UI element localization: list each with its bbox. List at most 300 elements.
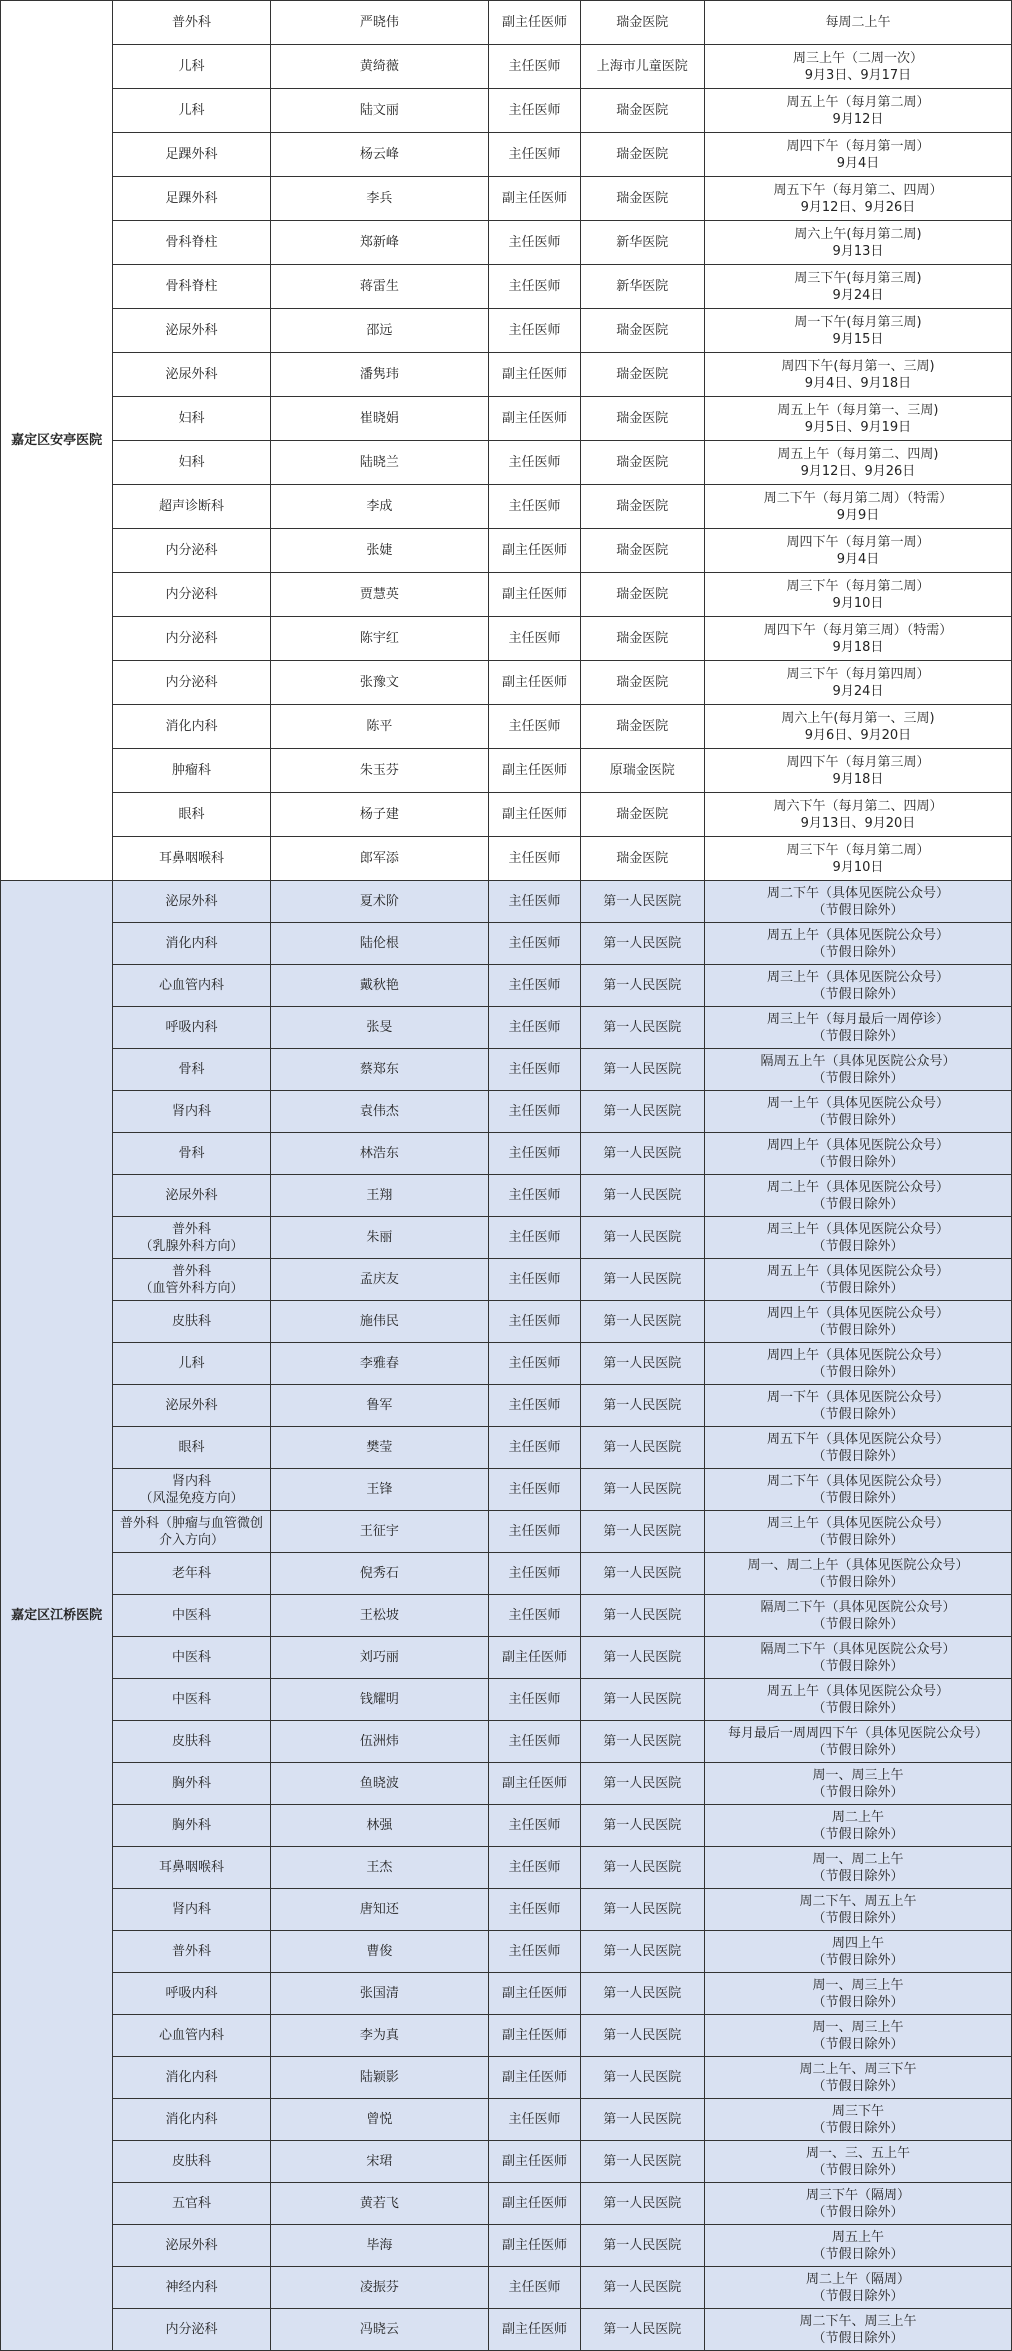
text-line: （节假日除外） xyxy=(812,1028,904,1044)
origin-hospital-cell: 第一人民医院 xyxy=(580,1175,704,1217)
text-line: 9月12日、9月26日 xyxy=(800,199,916,215)
department-cell xyxy=(113,2225,270,2267)
origin-hospital-cell: 瑞金医院 xyxy=(580,441,704,485)
text-line: 中医科 xyxy=(171,1608,211,1623)
text-line: 儿科 xyxy=(178,103,205,118)
origin-hospital-cell: 瑞金医院 xyxy=(580,617,704,661)
text-line: 周二下午、周五上午 xyxy=(799,1893,917,1909)
text-line: 儿科 xyxy=(178,59,205,74)
department-cell xyxy=(113,353,270,397)
doctor-name-cell: 蔡郑东 xyxy=(270,1049,489,1091)
text-line: 周一下午（具体见医院公众号） xyxy=(766,1389,949,1405)
origin-hospital-cell: 第一人民医院 xyxy=(580,2309,704,2351)
origin-hospital-cell: 第一人民医院 xyxy=(580,1889,704,1931)
text-line: 周五下午（具体见医院公众号） xyxy=(766,1431,949,1447)
text-line: 足踝外科 xyxy=(165,191,218,206)
clinic-time-cell xyxy=(704,837,1011,881)
doctor-name-cell: 王锋 xyxy=(270,1469,489,1511)
text-line: （节假日除外） xyxy=(812,902,904,918)
doctor-name-cell: 宋珺 xyxy=(270,2141,489,2183)
origin-hospital-cell: 瑞金医院 xyxy=(580,1,704,45)
text-line: 耳鼻咽喉科 xyxy=(158,851,224,866)
text-line: 普外科 xyxy=(171,1944,211,1959)
clinic-time-cell xyxy=(704,1595,1011,1637)
clinic-time-cell xyxy=(704,309,1011,353)
clinic-time-cell xyxy=(704,2015,1011,2057)
text-line: 骨科 xyxy=(178,1146,205,1161)
doctor-title-cell: 副主任医师 xyxy=(489,1973,580,2015)
clinic-time-cell xyxy=(704,1049,1011,1091)
clinic-time-cell xyxy=(704,1805,1011,1847)
table-row xyxy=(1,1889,1012,1931)
doctor-name-cell: 陆文丽 xyxy=(270,89,489,133)
text-line: 周六上午(每月第一、三周) xyxy=(781,710,935,726)
doctor-title-cell: 副主任医师 xyxy=(489,2183,580,2225)
text-line: 9月10日 xyxy=(832,595,884,611)
clinic-time-cell xyxy=(704,661,1011,705)
text-line: （节假日除外） xyxy=(812,1364,904,1380)
doctor-name-cell: 张国清 xyxy=(270,1973,489,2015)
text-line: 9月13日 xyxy=(832,243,884,259)
doctor-title-cell: 副主任医师 xyxy=(489,2225,580,2267)
doctor-name-cell: 贾慧英 xyxy=(270,573,489,617)
text-line: 周三下午（每月第二周） xyxy=(786,842,930,858)
clinic-time-cell xyxy=(704,749,1011,793)
text-line: 泌尿外科 xyxy=(165,323,218,338)
table-row xyxy=(1,1259,1012,1301)
table-row xyxy=(1,793,1012,837)
origin-hospital-cell: 瑞金医院 xyxy=(580,661,704,705)
origin-hospital-cell: 第一人民医院 xyxy=(580,1133,704,1175)
doctor-title-cell: 主任医师 xyxy=(489,2267,580,2309)
origin-hospital-cell: 第一人民医院 xyxy=(580,1595,704,1637)
clinic-time-cell xyxy=(704,2099,1011,2141)
doctor-name-cell: 唐知还 xyxy=(270,1889,489,1931)
text-line: 肾内科 xyxy=(171,1902,211,1917)
text-line: （节假日除外） xyxy=(812,986,904,1002)
doctor-title-cell: 主任医师 xyxy=(489,1553,580,1595)
text-line: 周一、周三上午 xyxy=(812,2019,904,2035)
department-cell xyxy=(113,923,270,965)
department-cell xyxy=(113,1343,270,1385)
text-line: 周六上午(每月第二周) xyxy=(794,226,922,242)
doctor-name-cell: 林浩东 xyxy=(270,1133,489,1175)
text-line: （节假日除外） xyxy=(812,2078,904,2094)
clinic-time-cell xyxy=(704,1175,1011,1217)
origin-hospital-cell: 第一人民医院 xyxy=(580,1679,704,1721)
table-row xyxy=(1,1679,1012,1721)
department-cell xyxy=(113,2309,270,2351)
doctor-name-cell: 朱丽 xyxy=(270,1217,489,1259)
text-line: 9月9日 xyxy=(836,507,880,523)
department-cell xyxy=(113,2141,270,2183)
doctor-title-cell: 副主任医师 xyxy=(489,573,580,617)
table-row xyxy=(1,309,1012,353)
text-line: （节假日除外） xyxy=(812,1196,904,1212)
doctor-name-cell: 孟庆友 xyxy=(270,1259,489,1301)
doctor-title-cell: 主任医师 xyxy=(489,1343,580,1385)
text-line: 内分泌科 xyxy=(165,587,218,602)
department-cell xyxy=(113,1679,270,1721)
doctor-title-cell: 主任医师 xyxy=(489,1679,580,1721)
table-row xyxy=(1,1427,1012,1469)
text-line: 9月12日 xyxy=(832,111,884,127)
doctor-title-cell: 主任医师 xyxy=(489,881,580,923)
clinic-time-cell xyxy=(704,45,1011,89)
origin-hospital-cell: 瑞金医院 xyxy=(580,89,704,133)
doctor-title-cell: 副主任医师 xyxy=(489,1637,580,1679)
doctor-name-cell: 毕海 xyxy=(270,2225,489,2267)
text-line: 肾内科 xyxy=(171,1104,211,1119)
text-line: 泌尿外科 xyxy=(165,1188,218,1203)
doctor-name-cell: 王征宇 xyxy=(270,1511,489,1553)
department-cell xyxy=(113,1217,270,1259)
origin-hospital-cell: 瑞金医院 xyxy=(580,309,704,353)
text-line: 周二上午 xyxy=(831,1809,884,1825)
table-row xyxy=(1,1721,1012,1763)
text-line: 皮肤科 xyxy=(171,2154,211,2169)
text-line: （节假日除外） xyxy=(812,1448,904,1464)
clinic-time-cell xyxy=(704,1679,1011,1721)
text-line: 周一、周三上午 xyxy=(812,1767,904,1783)
doctor-title-cell: 主任医师 xyxy=(489,1217,580,1259)
text-line: （节假日除外） xyxy=(812,1952,904,1968)
text-line: 周二上午（隔周） xyxy=(805,2271,910,2287)
text-line: 内分泌科 xyxy=(165,675,218,690)
department-cell xyxy=(113,573,270,617)
department-cell xyxy=(113,45,270,89)
doctor-name-cell: 张豫文 xyxy=(270,661,489,705)
table-row xyxy=(1,2141,1012,2183)
table-row xyxy=(1,881,1012,923)
department-cell xyxy=(113,2267,270,2309)
origin-hospital-cell: 第一人民医院 xyxy=(580,1385,704,1427)
clinic-time-cell xyxy=(704,2141,1011,2183)
table-row xyxy=(1,441,1012,485)
origin-hospital-cell: 第一人民医院 xyxy=(580,881,704,923)
doctor-title-cell: 副主任医师 xyxy=(489,2015,580,2057)
clinic-time-cell xyxy=(704,1385,1011,1427)
text-line: 儿科 xyxy=(178,1356,205,1371)
origin-hospital-cell: 第一人民医院 xyxy=(580,2057,704,2099)
text-line: 周四下午（每月第三周） xyxy=(786,754,930,770)
clinic-time-cell xyxy=(704,1343,1011,1385)
text-line: 消化内科 xyxy=(165,2112,218,2127)
text-line: 周二下午（具体见医院公众号） xyxy=(766,885,949,901)
clinic-time-cell xyxy=(704,1511,1011,1553)
department-cell xyxy=(113,881,270,923)
text-line: 9月12日、9月26日 xyxy=(800,463,916,479)
clinic-time-cell xyxy=(704,881,1011,923)
text-line: 泌尿外科 xyxy=(165,894,218,909)
clinic-time-cell xyxy=(704,177,1011,221)
text-line: 周四上午（具体见医院公众号） xyxy=(766,1305,949,1321)
clinic-time-cell xyxy=(704,353,1011,397)
text-line: 普外科 xyxy=(171,1263,211,1279)
text-line: 骨科脊柱 xyxy=(165,279,218,294)
doctor-name-cell: 陈平 xyxy=(270,705,489,749)
doctor-name-cell: 蒋雷生 xyxy=(270,265,489,309)
text-line: （节假日除外） xyxy=(812,1406,904,1422)
clinic-time-cell xyxy=(704,265,1011,309)
text-line: 9月15日 xyxy=(832,331,884,347)
doctor-name-cell: 黄绮薇 xyxy=(270,45,489,89)
department-cell xyxy=(113,1,270,45)
clinic-time-cell xyxy=(704,2225,1011,2267)
department-cell xyxy=(113,1091,270,1133)
doctor-title-cell: 主任医师 xyxy=(489,1091,580,1133)
clinic-time-cell xyxy=(704,1133,1011,1175)
origin-hospital-cell: 第一人民医院 xyxy=(580,2015,704,2057)
text-line: 老年科 xyxy=(171,1566,211,1581)
doctor-title-cell: 主任医师 xyxy=(489,309,580,353)
doctor-title-cell: 副主任医师 xyxy=(489,2141,580,2183)
table-row xyxy=(1,133,1012,177)
text-line: 周三上午（二周一次） xyxy=(792,50,923,66)
text-line: 周二下午（每月第二周）（特需） xyxy=(763,490,953,506)
origin-hospital-cell: 第一人民医院 xyxy=(580,1469,704,1511)
doctor-title-cell: 主任医师 xyxy=(489,1385,580,1427)
text-line: 周四上午 xyxy=(831,1935,884,1951)
text-line: 妇科 xyxy=(178,455,205,470)
table-row xyxy=(1,177,1012,221)
text-line: （血管外科方向） xyxy=(139,1280,244,1296)
clinic-time-cell xyxy=(704,397,1011,441)
doctor-name-cell: 李雅春 xyxy=(270,1343,489,1385)
text-line: 每周二上午 xyxy=(825,15,891,30)
origin-hospital-cell: 瑞金医院 xyxy=(580,837,704,881)
clinic-time-cell xyxy=(704,1259,1011,1301)
origin-hospital-cell: 第一人民医院 xyxy=(580,2183,704,2225)
doctor-name-cell: 张婕 xyxy=(270,529,489,573)
department-cell xyxy=(113,1511,270,1553)
text-line: （节假日除外） xyxy=(812,1070,904,1086)
table-row xyxy=(1,1217,1012,1259)
clinic-time-cell xyxy=(704,1847,1011,1889)
text-line: （节假日除外） xyxy=(812,2204,904,2220)
doctor-name-cell: 陆晓兰 xyxy=(270,441,489,485)
doctor-title-cell: 主任医师 xyxy=(489,89,580,133)
text-line: （节假日除外） xyxy=(812,1112,904,1128)
doctor-title-cell: 主任医师 xyxy=(489,265,580,309)
doctor-name-cell: 鱼晓波 xyxy=(270,1763,489,1805)
origin-hospital-cell: 第一人民医院 xyxy=(580,965,704,1007)
clinic-time-cell xyxy=(704,1553,1011,1595)
table-row xyxy=(1,837,1012,881)
text-line: 泌尿外科 xyxy=(165,1398,218,1413)
doctor-name-cell: 王杰 xyxy=(270,1847,489,1889)
text-line: （节假日除外） xyxy=(812,1700,904,1716)
origin-hospital-cell: 第一人民医院 xyxy=(580,1259,704,1301)
text-line: 周三上午（每月最后一周停诊） xyxy=(766,1011,949,1027)
doctor-name-cell: 朱玉芬 xyxy=(270,749,489,793)
department-cell xyxy=(113,2099,270,2141)
department-cell xyxy=(113,2057,270,2099)
text-line: （节假日除外） xyxy=(812,1616,904,1632)
department-cell xyxy=(113,1847,270,1889)
text-line: （节假日除外） xyxy=(812,1490,904,1506)
department-cell xyxy=(113,2015,270,2057)
text-line: 皮肤科 xyxy=(171,1314,211,1329)
department-cell xyxy=(113,1301,270,1343)
doctor-title-cell: 主任医师 xyxy=(489,133,580,177)
doctor-title-cell: 主任医师 xyxy=(489,45,580,89)
text-line: 周五上午 xyxy=(831,2229,884,2245)
text-line: 呼吸内科 xyxy=(165,1020,218,1035)
text-line: 周五上午（具体见医院公众号） xyxy=(766,1263,949,1279)
text-line: 周四下午（每月第一周） xyxy=(786,534,930,550)
hospital-group xyxy=(1,881,1012,2351)
text-line: 骨科 xyxy=(178,1062,205,1077)
text-line: 周一、周二上午（具体见医院公众号） xyxy=(747,1557,969,1573)
doctor-title-cell: 主任医师 xyxy=(489,1931,580,1973)
origin-hospital-cell: 瑞金医院 xyxy=(580,705,704,749)
text-line: 9月10日 xyxy=(832,859,884,875)
department-cell xyxy=(113,1049,270,1091)
origin-hospital-cell: 新华医院 xyxy=(580,221,704,265)
clinic-time-cell xyxy=(704,89,1011,133)
doctor-title-cell: 主任医师 xyxy=(489,965,580,1007)
doctor-title-cell: 主任医师 xyxy=(489,1427,580,1469)
table-row xyxy=(1,1595,1012,1637)
doctor-name-cell: 伍洲炜 xyxy=(270,1721,489,1763)
doctor-name-cell: 袁伟杰 xyxy=(270,1091,489,1133)
department-cell xyxy=(113,485,270,529)
department-cell xyxy=(113,661,270,705)
doctor-title-cell: 主任医师 xyxy=(489,1721,580,1763)
text-line: 周一上午（具体见医院公众号） xyxy=(766,1095,949,1111)
text-line: 周三上午（具体见医院公众号） xyxy=(766,1221,949,1237)
doctor-title-cell: 副主任医师 xyxy=(489,793,580,837)
text-line: 五官科 xyxy=(171,2196,211,2211)
doctor-name-cell: 崔晓娟 xyxy=(270,397,489,441)
text-line: 心血管内科 xyxy=(158,2028,224,2043)
doctor-name-cell: 陆伦根 xyxy=(270,923,489,965)
origin-hospital-cell: 原瑞金医院 xyxy=(580,749,704,793)
department-cell xyxy=(113,133,270,177)
department-cell xyxy=(113,1259,270,1301)
doctor-name-cell: 凌振芬 xyxy=(270,2267,489,2309)
text-line: （乳腺外科方向） xyxy=(139,1238,244,1254)
text-line: 周五上午（每月第二、四周) xyxy=(777,446,939,462)
department-cell xyxy=(113,1385,270,1427)
table-row xyxy=(1,1133,1012,1175)
text-line: 泌尿外科 xyxy=(165,2238,218,2253)
table-row xyxy=(1,923,1012,965)
table-row xyxy=(1,1637,1012,1679)
clinic-time-cell xyxy=(704,1217,1011,1259)
doctor-name-cell: 戴秋艳 xyxy=(270,965,489,1007)
text-line: 周一下午(每月第三周) xyxy=(794,314,922,330)
text-line: （节假日除外） xyxy=(812,1826,904,1842)
doctor-name-cell: 邵远 xyxy=(270,309,489,353)
department-cell xyxy=(113,1595,270,1637)
table-row xyxy=(1,1805,1012,1847)
text-line: 周一、周三上午 xyxy=(812,1977,904,1993)
text-line: 9月18日 xyxy=(832,639,884,655)
origin-hospital-cell: 第一人民医院 xyxy=(580,2267,704,2309)
table-row xyxy=(1,2225,1012,2267)
department-cell xyxy=(113,89,270,133)
text-line: 内分泌科 xyxy=(165,2322,218,2337)
text-line: 泌尿外科 xyxy=(165,367,218,382)
table-row xyxy=(1,1511,1012,1553)
text-line: （节假日除外） xyxy=(812,1574,904,1590)
clinic-time-cell xyxy=(704,529,1011,573)
origin-hospital-cell: 第一人民医院 xyxy=(580,1343,704,1385)
clinic-time-cell xyxy=(704,2267,1011,2309)
text-line: 普外科 xyxy=(171,1221,211,1237)
text-line: （节假日除外） xyxy=(812,1154,904,1170)
origin-hospital-cell: 瑞金医院 xyxy=(580,353,704,397)
doctor-name-cell: 曾悦 xyxy=(270,2099,489,2141)
department-cell xyxy=(113,529,270,573)
text-line: 9月24日 xyxy=(832,683,884,699)
text-line: 胸外科 xyxy=(171,1776,211,1791)
text-line: 介入方向） xyxy=(158,1532,224,1548)
table-row xyxy=(1,221,1012,265)
department-cell xyxy=(113,617,270,661)
text-line: 内分泌科 xyxy=(165,631,218,646)
doctor-name-cell: 王翔 xyxy=(270,1175,489,1217)
origin-hospital-cell: 第一人民医院 xyxy=(580,1049,704,1091)
doctor-title-cell: 副主任医师 xyxy=(489,529,580,573)
table-row xyxy=(1,2267,1012,2309)
clinic-time-cell xyxy=(704,2057,1011,2099)
doctor-title-cell: 主任医师 xyxy=(489,221,580,265)
table-row xyxy=(1,1007,1012,1049)
table-row xyxy=(1,1049,1012,1091)
text-line: 中医科 xyxy=(171,1650,211,1665)
doctor-title-cell: 主任医师 xyxy=(489,441,580,485)
text-line: （节假日除外） xyxy=(812,1868,904,1884)
text-line: 肾内科 xyxy=(171,1473,211,1489)
table-row xyxy=(1,617,1012,661)
table-row xyxy=(1,397,1012,441)
doctor-name-cell: 樊莹 xyxy=(270,1427,489,1469)
doctor-title-cell: 副主任医师 xyxy=(489,661,580,705)
text-line: 呼吸内科 xyxy=(165,1986,218,2001)
text-line: （节假日除外） xyxy=(812,2162,904,2178)
origin-hospital-cell: 第一人民医院 xyxy=(580,1637,704,1679)
doctor-title-cell: 主任医师 xyxy=(489,923,580,965)
table-row xyxy=(1,2309,1012,2351)
origin-hospital-cell: 瑞金医院 xyxy=(580,177,704,221)
text-line: 周三上午（具体见医院公众号） xyxy=(766,1515,949,1531)
doctor-title-cell: 副主任医师 xyxy=(489,1763,580,1805)
text-line: 普外科（肿瘤与血管微创 xyxy=(119,1515,263,1531)
doctor-name-cell: 李兵 xyxy=(270,177,489,221)
table-row xyxy=(1,2057,1012,2099)
clinic-time-cell xyxy=(704,1889,1011,1931)
doctor-name-cell: 鲁军 xyxy=(270,1385,489,1427)
clinic-time-cell xyxy=(704,1931,1011,1973)
table-row xyxy=(1,2183,1012,2225)
clinic-time-cell xyxy=(704,1469,1011,1511)
department-cell xyxy=(113,1763,270,1805)
text-line: 9月5日、9月19日 xyxy=(804,419,912,435)
text-line: 隔周五上午（具体见医院公众号） xyxy=(760,1053,956,1069)
origin-hospital-cell: 第一人民医院 xyxy=(580,1427,704,1469)
table-row xyxy=(1,1931,1012,1973)
text-line: 眼科 xyxy=(178,807,205,822)
text-line: 足踝外科 xyxy=(165,147,218,162)
department-cell xyxy=(113,705,270,749)
text-line: 周二下午（具体见医院公众号） xyxy=(766,1473,949,1489)
text-line: 隔周二下午（具体见医院公众号） xyxy=(760,1599,956,1615)
doctor-name-cell: 潘隽玮 xyxy=(270,353,489,397)
department-cell xyxy=(113,397,270,441)
